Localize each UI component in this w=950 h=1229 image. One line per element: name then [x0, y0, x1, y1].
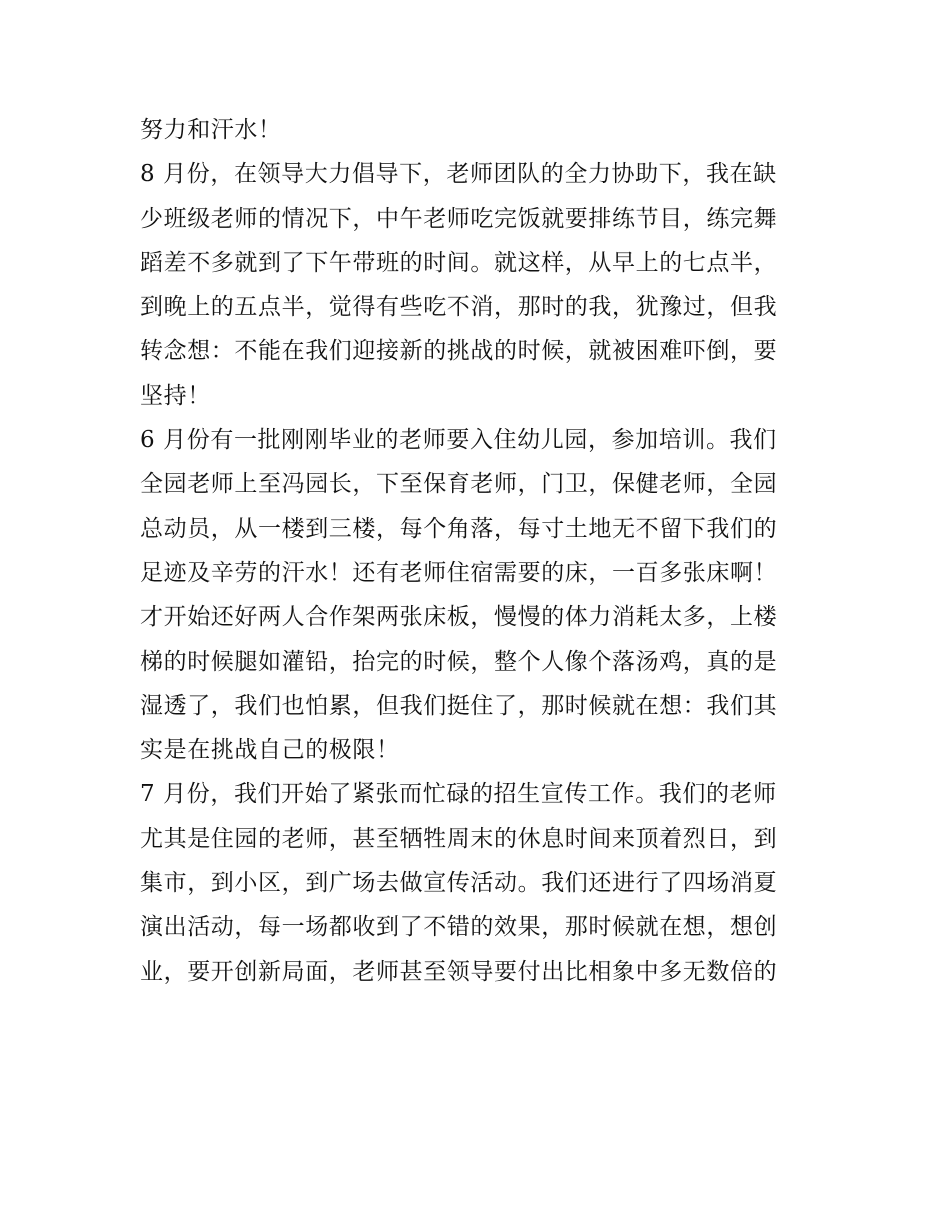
- text-line: 湿透了，我们也怕累，但我们挺住了，那时候就在想：我们其: [140, 692, 778, 719]
- text-line: 实是在挑战自己的极限！: [140, 737, 400, 764]
- text-line: 才开始还好两人合作架两张床板，慢慢的体力消耗太多，上楼: [140, 604, 778, 631]
- text-line: 到晚上的五点半，觉得有些吃不消，那时的我，犹豫过，但我: [140, 294, 778, 321]
- text-line: 集市，到小区，到广场去做宣传活动。我们还进行了四场消夏: [140, 870, 778, 897]
- text-line: 7 月份，我们开始了紧张而忙碌的招生宣传工作。我们的老师: [140, 781, 777, 808]
- text-line: 演出活动，每一场都收到了不错的效果，那时候就在想，想创: [140, 914, 778, 941]
- text-line: 努力和汗水！: [140, 117, 282, 143]
- text-line: 业，要开创新局面，老师甚至领导要付出比相象中多无数倍的: [140, 958, 778, 985]
- text-line: 足迹及辛劳的汗水！还有老师住宿需要的床，一百多张床啊！: [140, 559, 778, 586]
- text-line: 蹈差不多就到了下午带班的时间。就这样，从早上的七点半，: [140, 249, 778, 276]
- text-line: 总动员，从一楼到三楼，每个角落，每寸土地无不留下我们的: [140, 515, 778, 542]
- text-line: 少班级老师的情况下，中午老师吃完饭就要排练节目，练完舞: [140, 205, 778, 232]
- text-line: 6 月份有一批刚刚毕业的老师要入住幼儿园，参加培训。我们: [140, 427, 777, 454]
- text-line: 全园老师上至冯园长，下至保育老师，门卫，保健老师，全园: [140, 471, 778, 498]
- text-line: 8 月份，在领导大力倡导下，老师团队的全力协助下，我在缺: [140, 161, 777, 188]
- text-line: 尤其是住园的老师，甚至牺牲周末的休息时间来顶着烈日，到: [140, 825, 778, 852]
- text-line: 转念想：不能在我们迎接新的挑战的时候，就被困难吓倒，要: [140, 338, 778, 365]
- text-line: 坚持！: [140, 382, 211, 409]
- text-line: 梯的时候腿如灌铅，抬完的时候，整个人像个落汤鸡，真的是: [140, 648, 778, 675]
- document-body: [140, 108, 820, 994]
